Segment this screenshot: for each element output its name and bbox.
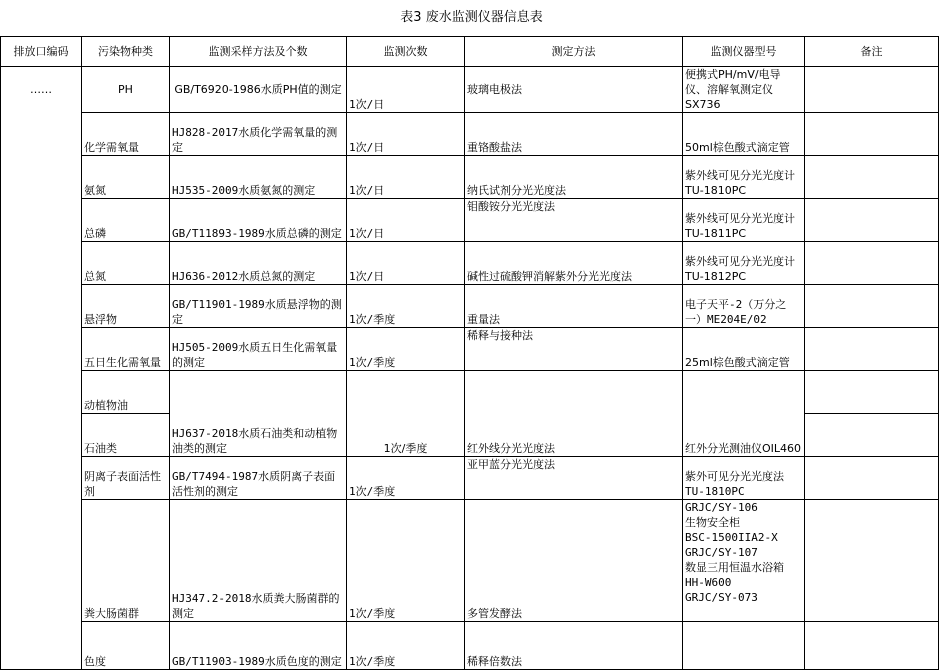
table-row bbox=[1, 457, 939, 500]
table-row bbox=[1, 156, 939, 199]
determination-cell: 红外线分光光度法 bbox=[465, 371, 683, 457]
determination-cell: 重铬酸盐法 bbox=[465, 113, 683, 156]
pollutant-cell: 色度 bbox=[82, 622, 170, 670]
outlet-code-cell bbox=[1, 622, 82, 670]
outlet-code-cell bbox=[1, 156, 82, 199]
pollutant-cell: 五日生化需氧量 bbox=[82, 328, 170, 371]
table-row bbox=[1, 328, 939, 371]
frequency-cell: 1次/季度 bbox=[347, 500, 465, 622]
instrument-cell bbox=[683, 622, 805, 670]
frequency-cell: 1次/日 bbox=[347, 113, 465, 156]
instrument-info-table bbox=[0, 36, 939, 670]
instrument-cell: 紫外线可见分光光度计 TU-1811PC bbox=[683, 199, 805, 242]
sampling-method-cell: GB/T11903-1989水质色度的测定 bbox=[170, 622, 347, 670]
determination-cell: 碱性过硫酸钾消解紫外分光光度法 bbox=[465, 242, 683, 285]
outlet-code-cell: …… bbox=[1, 67, 82, 113]
remark-cell bbox=[805, 67, 939, 113]
sampling-method-cell: GB/T11901-1989水质悬浮物的测定 bbox=[170, 285, 347, 328]
header-cell: 排放口编码 bbox=[1, 37, 82, 67]
header-row bbox=[1, 37, 939, 67]
table-row bbox=[1, 371, 939, 414]
table-row bbox=[1, 113, 939, 156]
header-cell: 监测仪器型号 bbox=[683, 37, 805, 67]
pollutant-cell: 动植物油 bbox=[82, 371, 170, 414]
header-cell: 监测采样方法及个数 bbox=[170, 37, 347, 67]
pollutant-cell: 氨氮 bbox=[82, 156, 170, 199]
outlet-code-cell bbox=[1, 199, 82, 242]
remark-cell bbox=[805, 156, 939, 199]
remark-cell bbox=[805, 414, 939, 457]
remark-cell bbox=[805, 113, 939, 156]
header-cell: 备注 bbox=[805, 37, 939, 67]
instrument-cell: 便携式PH/mV/电导仪、溶解氧测定仪 SX736 bbox=[683, 67, 805, 113]
outlet-code-cell bbox=[1, 113, 82, 156]
instrument-cell: 紫外线可见分光光度计 TU-1812PC bbox=[683, 242, 805, 285]
frequency-cell: 1次/季度 bbox=[347, 371, 465, 457]
outlet-code-cell bbox=[1, 500, 82, 622]
remark-cell bbox=[805, 199, 939, 242]
frequency-cell: 1次/季度 bbox=[347, 457, 465, 500]
header-cell: 测定方法 bbox=[465, 37, 683, 67]
instrument-cell: 紫外可见分光光度法TU-1810PC bbox=[683, 457, 805, 500]
instrument-cell: 50ml棕色酸式滴定管 bbox=[683, 113, 805, 156]
sampling-method-cell: HJ347.2-2018水质粪大肠菌群的测定 bbox=[170, 500, 347, 622]
remark-cell bbox=[805, 457, 939, 500]
pollutant-cell: 石油类 bbox=[82, 414, 170, 457]
outlet-code-cell bbox=[1, 242, 82, 285]
table-row bbox=[1, 67, 939, 113]
frequency-cell: 1次/季度 bbox=[347, 285, 465, 328]
table-row bbox=[1, 242, 939, 285]
frequency-cell: 1次/日 bbox=[347, 199, 465, 242]
determination-cell: 钼酸铵分光光度法 bbox=[465, 199, 683, 242]
instrument-cell: 红外分光测油仪OIL460 bbox=[683, 371, 805, 457]
pollutant-cell: 阴离子表面活性剂 bbox=[82, 457, 170, 500]
determination-cell: 多管发酵法 bbox=[465, 500, 683, 622]
sampling-method-cell: HJ637-2018水质石油类和动植物油类的测定 bbox=[170, 371, 347, 457]
table-row bbox=[1, 199, 939, 242]
outlet-code-cell bbox=[1, 328, 82, 371]
frequency-cell: 1次/日 bbox=[347, 156, 465, 199]
header-cell: 污染物种类 bbox=[82, 37, 170, 67]
determination-cell: 纳氏试剂分光光度法 bbox=[465, 156, 683, 199]
determination-cell: 稀释倍数法 bbox=[465, 622, 683, 670]
frequency-cell: 1次/季度 bbox=[347, 622, 465, 670]
pollutant-cell: 总氮 bbox=[82, 242, 170, 285]
outlet-code-cell bbox=[1, 414, 82, 457]
remark-cell bbox=[805, 622, 939, 670]
instrument-cell: 电子天平-2（万分之一）ME204E/02 bbox=[683, 285, 805, 328]
remark-cell bbox=[805, 500, 939, 622]
outlet-code-cell bbox=[1, 457, 82, 500]
frequency-cell: 1次/季度 bbox=[347, 328, 465, 371]
determination-cell: 玻璃电极法 bbox=[465, 67, 683, 113]
table-title: 表3 废水监测仪器信息表 bbox=[400, 10, 543, 25]
determination-cell: 亚甲蓝分光光度法 bbox=[465, 457, 683, 500]
header-cell: 监测次数 bbox=[347, 37, 465, 67]
pollutant-cell: 悬浮物 bbox=[82, 285, 170, 328]
sampling-method-cell: GB/T6920-1986水质PH值的测定 bbox=[170, 67, 347, 113]
outlet-code-cell bbox=[1, 285, 82, 328]
sampling-method-cell: GB/T11893-1989水质总磷的测定 bbox=[170, 199, 347, 242]
instrument-cell: GRJC/SY-106 生物安全柜 BSC-1500IIA2-X GRJC/SY-107 数显三用恒温水浴箱 HH-W600 GRJC/SY-073 bbox=[683, 500, 805, 622]
pollutant-cell: 粪大肠菌群 bbox=[82, 500, 170, 622]
remark-cell bbox=[805, 371, 939, 414]
pollutant-cell: 总磷 bbox=[82, 199, 170, 242]
table-row bbox=[1, 622, 939, 670]
table-row bbox=[1, 285, 939, 328]
sampling-method-cell: GB/T7494-1987水质阴离子表面活性剂的测定 bbox=[170, 457, 347, 500]
outlet-code-cell bbox=[1, 371, 82, 414]
frequency-cell: 1次/日 bbox=[347, 242, 465, 285]
determination-cell: 重量法 bbox=[465, 285, 683, 328]
remark-cell bbox=[805, 242, 939, 285]
table-row bbox=[1, 500, 939, 622]
sampling-method-cell: HJ636-2012水质总氮的测定 bbox=[170, 242, 347, 285]
instrument-cell: 25ml棕色酸式滴定管 bbox=[683, 328, 805, 371]
sampling-method-cell: HJ505-2009水质五日生化需氧量的测定 bbox=[170, 328, 347, 371]
remark-cell bbox=[805, 285, 939, 328]
pollutant-cell: 化学需氧量 bbox=[82, 113, 170, 156]
determination-cell: 稀释与接种法 bbox=[465, 328, 683, 371]
sampling-method-cell: HJ535-2009水质氨氮的测定 bbox=[170, 156, 347, 199]
pollutant-cell: PH bbox=[82, 67, 170, 113]
frequency-cell: 1次/日 bbox=[347, 67, 465, 113]
sampling-method-cell: HJ828-2017水质化学需氧量的测定 bbox=[170, 113, 347, 156]
instrument-cell: 紫外线可见分光光度计 TU-1810PC bbox=[683, 156, 805, 199]
remark-cell bbox=[805, 328, 939, 371]
